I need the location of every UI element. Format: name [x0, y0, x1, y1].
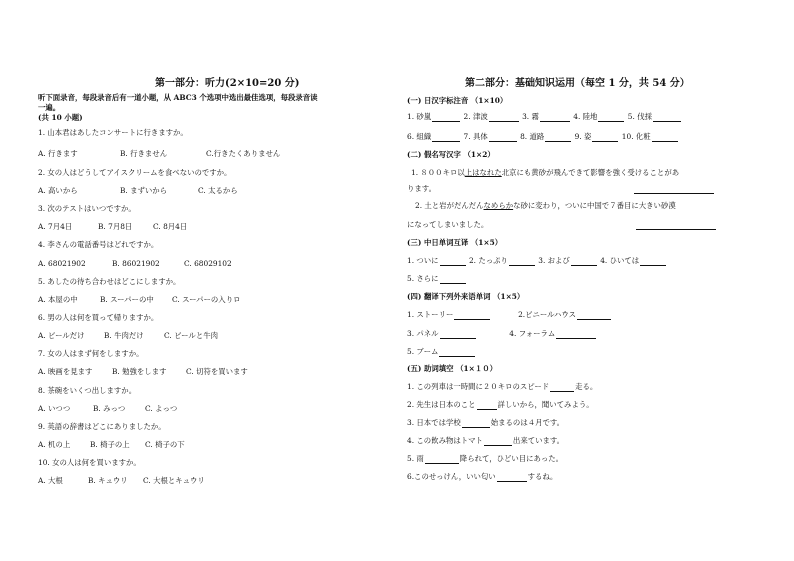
- sentence-text: するね。: [527, 472, 558, 481]
- question-3: 3. 次のテストはいつですか。: [38, 204, 136, 213]
- answer-blank[interactable]: [636, 221, 716, 230]
- option-a: A. 高いから: [38, 186, 78, 195]
- options-2: [38, 186, 238, 196]
- section5-heading: (五) 助词填空 （1×１０）: [407, 364, 497, 373]
- section4-heading: (四) 翻译下列外来语单词 （1×5）: [407, 292, 525, 301]
- kanji-item: 7. 具体: [463, 132, 488, 141]
- options-4: [38, 259, 232, 269]
- section3-row2: [407, 274, 467, 284]
- option-c: C.行きたくありません: [206, 149, 281, 158]
- kanji-item: 1. 砂嵐: [407, 112, 432, 121]
- option-b: B. 行きません: [120, 149, 168, 158]
- option-a: A. 68021902: [38, 259, 86, 268]
- sentence-text: 走る。: [575, 382, 598, 391]
- section3-heading: (三) 中日单词互译 （1×5）: [407, 238, 503, 247]
- kanji-item: 6. 組織: [407, 132, 432, 141]
- sentence-text: 詳しいから，聞いてみよう。: [497, 400, 594, 409]
- answer-blank[interactable]: [571, 257, 597, 266]
- loanword-item: 1. ストーリー: [407, 310, 454, 319]
- section4-row2: [407, 329, 597, 339]
- option-c: C. ビールと牛肉: [164, 331, 218, 340]
- kanji-item: 8. 道路: [520, 132, 545, 141]
- answer-blank[interactable]: [477, 401, 497, 410]
- answer-blank[interactable]: [425, 455, 459, 464]
- part1-instruction-cont: 一遍。: [38, 103, 61, 112]
- option-a: A. ビールだけ: [38, 331, 85, 340]
- particle-question-4: [407, 436, 564, 446]
- sentence-text: 始まるのは４月です。: [490, 418, 565, 427]
- part1-count-note: (共 10 小题): [38, 113, 83, 122]
- sentence-text: 出来ています。: [512, 436, 565, 445]
- option-c: C. スーパーの入りロ: [172, 295, 241, 304]
- options-6: [38, 331, 218, 341]
- option-c: C. 大根とキュウリ: [143, 476, 205, 485]
- answer-blank[interactable]: [489, 133, 517, 142]
- loanword-item: 2.ビニールハウス: [518, 310, 576, 319]
- answer-blank[interactable]: [598, 113, 624, 122]
- particle-question-3: [407, 418, 564, 428]
- q2-underlined: なめらか: [483, 201, 514, 210]
- answer-blank[interactable]: [462, 419, 490, 428]
- option-a: A. 映画を見ます: [38, 367, 93, 376]
- question-4: 4. 李さんの電話番号はどれですか。: [38, 240, 159, 249]
- answer-blank[interactable]: [653, 113, 681, 122]
- section2-heading: (二) 假名写汉字 （1×2）: [407, 150, 495, 159]
- question-8: 8. 茶碗をいくつ出しますか。: [38, 386, 137, 395]
- option-a: A. 行きます: [38, 149, 78, 158]
- options-5: [38, 295, 240, 305]
- options-1: [38, 149, 280, 159]
- option-c: C. 68029102: [184, 259, 232, 268]
- answer-blank[interactable]: [432, 133, 460, 142]
- answer-blank[interactable]: [540, 113, 570, 122]
- question-10: 10. 女の人は何を買いますか。: [38, 458, 141, 467]
- part2-title: 第二部分：基础知识运用（每空 1 分，共 54 分）: [465, 78, 690, 89]
- option-a: A. いつつ: [38, 404, 71, 413]
- particle-question-6: [407, 472, 557, 482]
- loanword-item: 5. ブーム: [407, 347, 439, 356]
- option-a: A. 机の上: [38, 440, 71, 449]
- option-c: C. 8月4日: [153, 222, 188, 231]
- word-item: 2. たっぷり: [468, 256, 508, 265]
- options-9: [38, 440, 185, 450]
- question-5: 5. あしたの待ち合わせはどこにしますか。: [38, 277, 181, 286]
- section2-q2-line2: になってしまいました。: [407, 220, 489, 229]
- word-item: 3. および: [538, 256, 570, 265]
- kanji-item: 10. 化粧: [621, 132, 651, 141]
- section1-row2: [407, 132, 679, 142]
- answer-blank[interactable]: [440, 275, 466, 284]
- q2-text-cont: な砂に変わり，ついに中国で７番目に大きい砂漠: [513, 201, 676, 210]
- particle-question-1: [407, 382, 597, 392]
- option-b: B. 勉強をします: [112, 367, 167, 376]
- answer-blank[interactable]: [497, 473, 527, 482]
- answer-blank[interactable]: [489, 113, 519, 122]
- option-a: A. 本屋の中: [38, 295, 78, 304]
- answer-blank[interactable]: [592, 133, 618, 142]
- answer-blank[interactable]: [439, 348, 475, 357]
- options-3: [38, 222, 187, 232]
- answer-blank[interactable]: [440, 257, 466, 266]
- kanji-item: 2. 津波: [463, 112, 488, 121]
- kanji-item: 9. 姿: [574, 132, 592, 141]
- particle-question-5: [407, 454, 563, 464]
- answer-blank[interactable]: [545, 133, 571, 142]
- q1-text-cont: 北京にも黄砂が飛んできて影響を強く受けることがあ: [501, 168, 680, 177]
- sentence-text: 6.このせっけん，いい匂い: [407, 472, 496, 481]
- answer-blank[interactable]: [454, 311, 490, 320]
- option-b: B. スーパーの中: [100, 295, 154, 304]
- q2-text: 2. 土と岩がだんだん: [415, 201, 484, 210]
- answer-blank[interactable]: [484, 437, 512, 446]
- answer-blank[interactable]: [640, 257, 666, 266]
- section2-q2: [415, 201, 676, 211]
- section2-q1-line2: ります。: [407, 184, 436, 193]
- loanword-item: 3. パネル: [407, 329, 439, 338]
- answer-blank[interactable]: [550, 383, 574, 392]
- sentence-text: 1. この列車は一時間に２０キロのスピード: [407, 382, 550, 391]
- sentence-text: 2. 先生は日本のこと: [407, 400, 476, 409]
- q1-underlined: 上はなれた: [464, 168, 502, 177]
- option-b: B. 牛肉だけ: [104, 331, 144, 340]
- q1-text: 1. ８００キロ以: [411, 168, 465, 177]
- sentence-text: 降られて，ひどい目にあった。: [459, 454, 564, 463]
- option-c: C. よっつ: [145, 404, 178, 413]
- answer-blank[interactable]: [556, 330, 596, 339]
- question-1: 1. 山本君はあしたコンサートに行きますか。: [38, 128, 188, 137]
- loanword-item: 4. フォーラム: [509, 329, 556, 338]
- option-a: A. 大根: [38, 476, 63, 485]
- section1-row1: [407, 112, 682, 122]
- option-b: B. キュウリ: [88, 476, 128, 485]
- question-7: 7. 女の人はまず何をしますか。: [38, 349, 144, 358]
- section1-heading: (一) 日汉字标注音 （1×10）: [407, 96, 508, 105]
- section4-row3: [407, 347, 476, 357]
- sentence-text: 3. 日本では学校: [407, 418, 461, 427]
- option-c: C. 切符を買います: [186, 367, 248, 376]
- word-item: 1. ついに: [407, 256, 439, 265]
- part1-instruction: 听下面录音，每段录音后有一道小题，从 ABC3 个选项中选出最佳选项，每段录音读: [38, 93, 318, 102]
- question-6: 6. 男の人は何を買って帰りますか。: [38, 313, 159, 322]
- answer-blank[interactable]: [577, 311, 611, 320]
- word-item: 5. さらに: [407, 274, 439, 283]
- answer-blank[interactable]: [634, 185, 714, 194]
- word-item: 4. ひいては: [600, 256, 640, 265]
- sentence-text: 4. この飲み物はトマト: [407, 436, 483, 445]
- section4-row1: [407, 310, 612, 320]
- option-c: C. 椅子の下: [145, 440, 185, 449]
- kanji-item: 3. 霧: [522, 112, 539, 121]
- option-b: B. 7月8日: [98, 222, 133, 231]
- kanji-item: 5. 伐採: [627, 112, 652, 121]
- option-b: B. みっつ: [93, 404, 126, 413]
- options-7: [38, 367, 248, 377]
- section3-row1: [407, 256, 667, 266]
- particle-question-2: [407, 400, 594, 410]
- options-10: [38, 476, 205, 486]
- answer-blank[interactable]: [432, 113, 460, 122]
- section2-q1: [411, 168, 679, 178]
- option-c: C. 太るから: [198, 186, 238, 195]
- option-b: B. 86021902: [112, 259, 160, 268]
- answer-blank[interactable]: [652, 133, 678, 142]
- option-b: B. まずいから: [120, 186, 168, 195]
- answer-blank[interactable]: [509, 257, 535, 266]
- sentence-text: 5. 雨: [407, 454, 424, 463]
- question-9: 9. 英語の辞書はどこにありましたか。: [38, 422, 166, 431]
- kanji-item: 4. 陸地: [573, 112, 598, 121]
- part1-title: 第一部分：听力(2×10=20 分): [155, 78, 300, 89]
- question-2: 2. 女の人はどうしてアイスクリームを食べないのですか。: [38, 168, 232, 177]
- option-b: B. 椅子の上: [90, 440, 130, 449]
- option-a: A. 7月4日: [38, 222, 73, 231]
- options-8: [38, 404, 177, 414]
- answer-blank[interactable]: [440, 330, 476, 339]
